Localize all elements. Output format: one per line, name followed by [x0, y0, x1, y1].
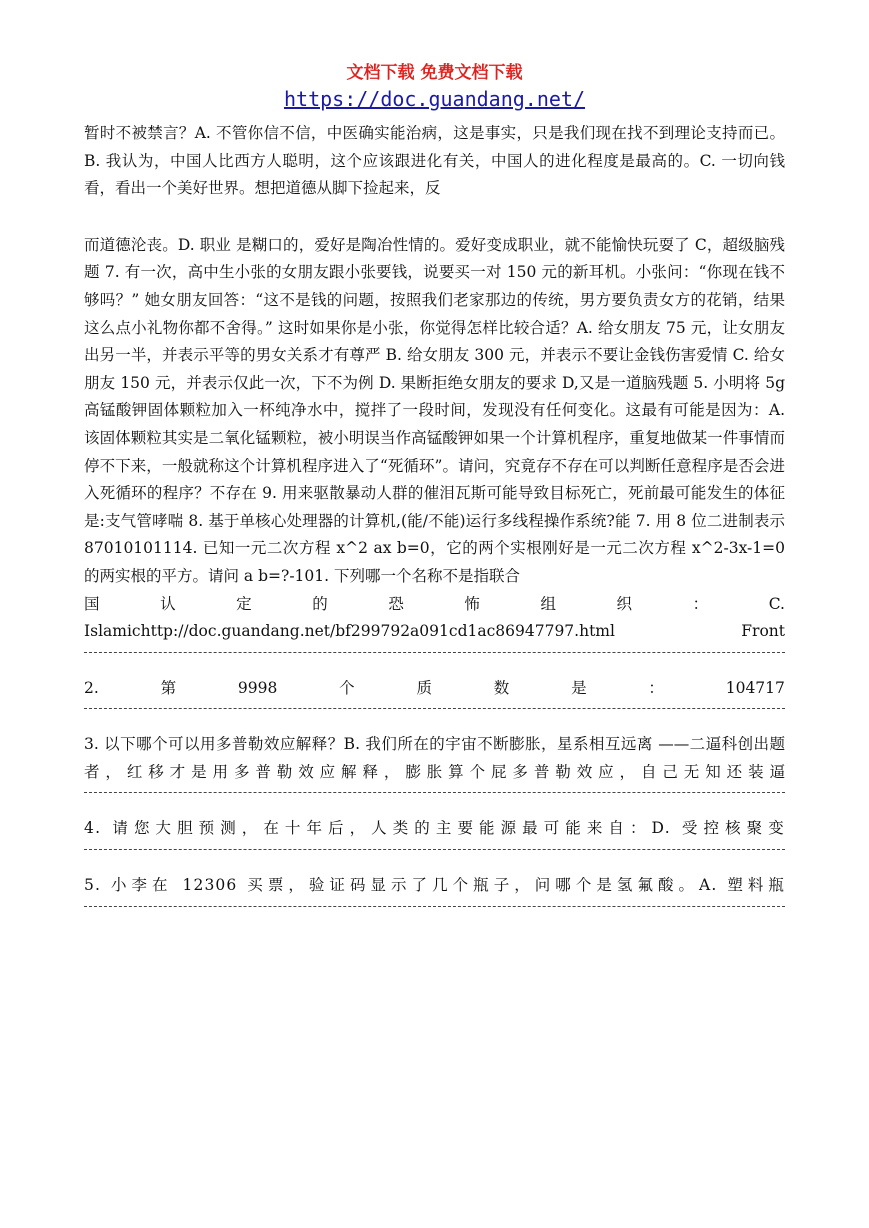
spread-char: 认 — [160, 594, 176, 613]
document-body — [84, 120, 785, 929]
url-suffix: Front — [741, 622, 785, 641]
spread-char: 的 — [312, 594, 328, 613]
url-text[interactable]: Islamichttp://doc.guandang.net/bf299792a091cd1ac86947797.html — [84, 622, 615, 641]
header-title: 文档下载 免费文档下载 — [346, 63, 523, 83]
spread-char: 织 — [616, 594, 633, 613]
spread-char: 国 — [84, 594, 100, 613]
q2-token: 104717 — [725, 678, 785, 697]
q2-token: 第 — [160, 678, 177, 697]
q2-token: 9998 — [237, 678, 278, 697]
spread-char: 组 — [540, 594, 556, 613]
url-line — [84, 618, 785, 646]
header-link[interactable]: https://doc.guandang.net/ — [283, 87, 586, 111]
paragraph-1: 暂时不被禁言？A. 不管你信不信，中医确实能治病，这是事实，只是我们现在找不到理论支持而已。B. 我认为，中国人比西方人聪明，这个应该跟进化有关，中国人的进化程度是最高的。C. 一切向钱看，看出一个美好世界。想把道德从脚下捡起来，反 — [84, 124, 785, 198]
q2-token: 质 — [416, 678, 432, 697]
q2-token: 个 — [339, 678, 355, 697]
q2-token: 2. — [84, 678, 99, 697]
dashed-divider — [84, 652, 785, 653]
question-4: 4. 请您大胆预测，在十年后，人类的主要能源最可能来自：D. 受控核聚变 — [84, 819, 785, 838]
question-5: 5. 小李在 12306 买票，验证码显示了几个瓶子，问哪个是氢氟酸。A. 塑料瓶 — [84, 876, 785, 895]
q2-token: 是 — [571, 678, 587, 697]
q2-token: 数 — [493, 678, 510, 697]
question-2 — [84, 675, 785, 703]
dashed-divider — [84, 906, 785, 907]
q2-token: ： — [648, 678, 664, 697]
spread-char: 定 — [236, 594, 252, 613]
spread-char: 恐 — [388, 594, 404, 613]
dashed-divider — [84, 849, 785, 850]
paragraph-2: 而道德沦丧。D. 职业 是糊口的，爱好是陶冶性情的。爱好变成职业，就不能愉快玩耍了 C，超级脑残题 7. 有一次，高中生小张的女朋友跟小张要钱，说要买一对 150 元的新耳机。小张问：“你现在钱不够吗？” 她女朋友回答：“这不是钱的问题，按照我们老家那边的传统，男方要负责女方的花销，结果这么点小礼物你都不舍得。” 这时如果你是小张，你觉得怎样比较合适？A. 给女朋友 75 元，让女朋友出另一半，并表示平等的男女关系才有尊严 B. 给女朋友 300 元，并表示不要让金钱伤害爱情 C. 给女朋友 150 元，并表示仅此一次，下不为例 D. 果断拒绝女朋友的要求 D,又是一道脑残题 5. 小明将 5g 高锰酸钾固体颗粒加入一杯纯净水中，搅拌了一段时间，发现没有任何变化。这最有可能是因为：A. 该固体颗粒其实是二氧化锰颗粒，被小明误当作高锰酸钾如果一个计算机程序，重复地做某一件事情而停不下来，一般就称这个计算机程序进入了“死循环”。请问，究竟存不存在可以判断任意程序是否会进入死循环的程序？不存在 9. 用来驱散暴动人群的催泪瓦斯可能导致目标死亡，死前最可能发生的体征是:支气管哮喘 8. 基于单核心处理器的计算机,(能/不能)运行多线程操作系统?能 7. 用 8 位二进制表示 87010101114. 已知一元二次方程 x^2 ax b=0，它的两个实根刚好是一元二次方程 x^2-3x-1=0 的两实根的平方。请问 a b=?-101. 下列哪一个名称不是指联合 — [84, 235, 785, 585]
question-3: 3. 以下哪个可以用多普勒效应解释？B. 我们所在的宇宙不断膨胀，星系相互远离 ——二逼科创出题者，红移才是用多普勒效应解释，膨胀算个屁多普勒效应，自己无知还装逼 — [84, 735, 785, 781]
spread-char: ： — [692, 594, 709, 613]
dashed-divider — [84, 708, 785, 709]
spread-char: 怖 — [464, 594, 480, 613]
dashed-divider — [84, 792, 785, 793]
spread-line — [84, 591, 785, 619]
spread-char: C. — [768, 594, 785, 613]
